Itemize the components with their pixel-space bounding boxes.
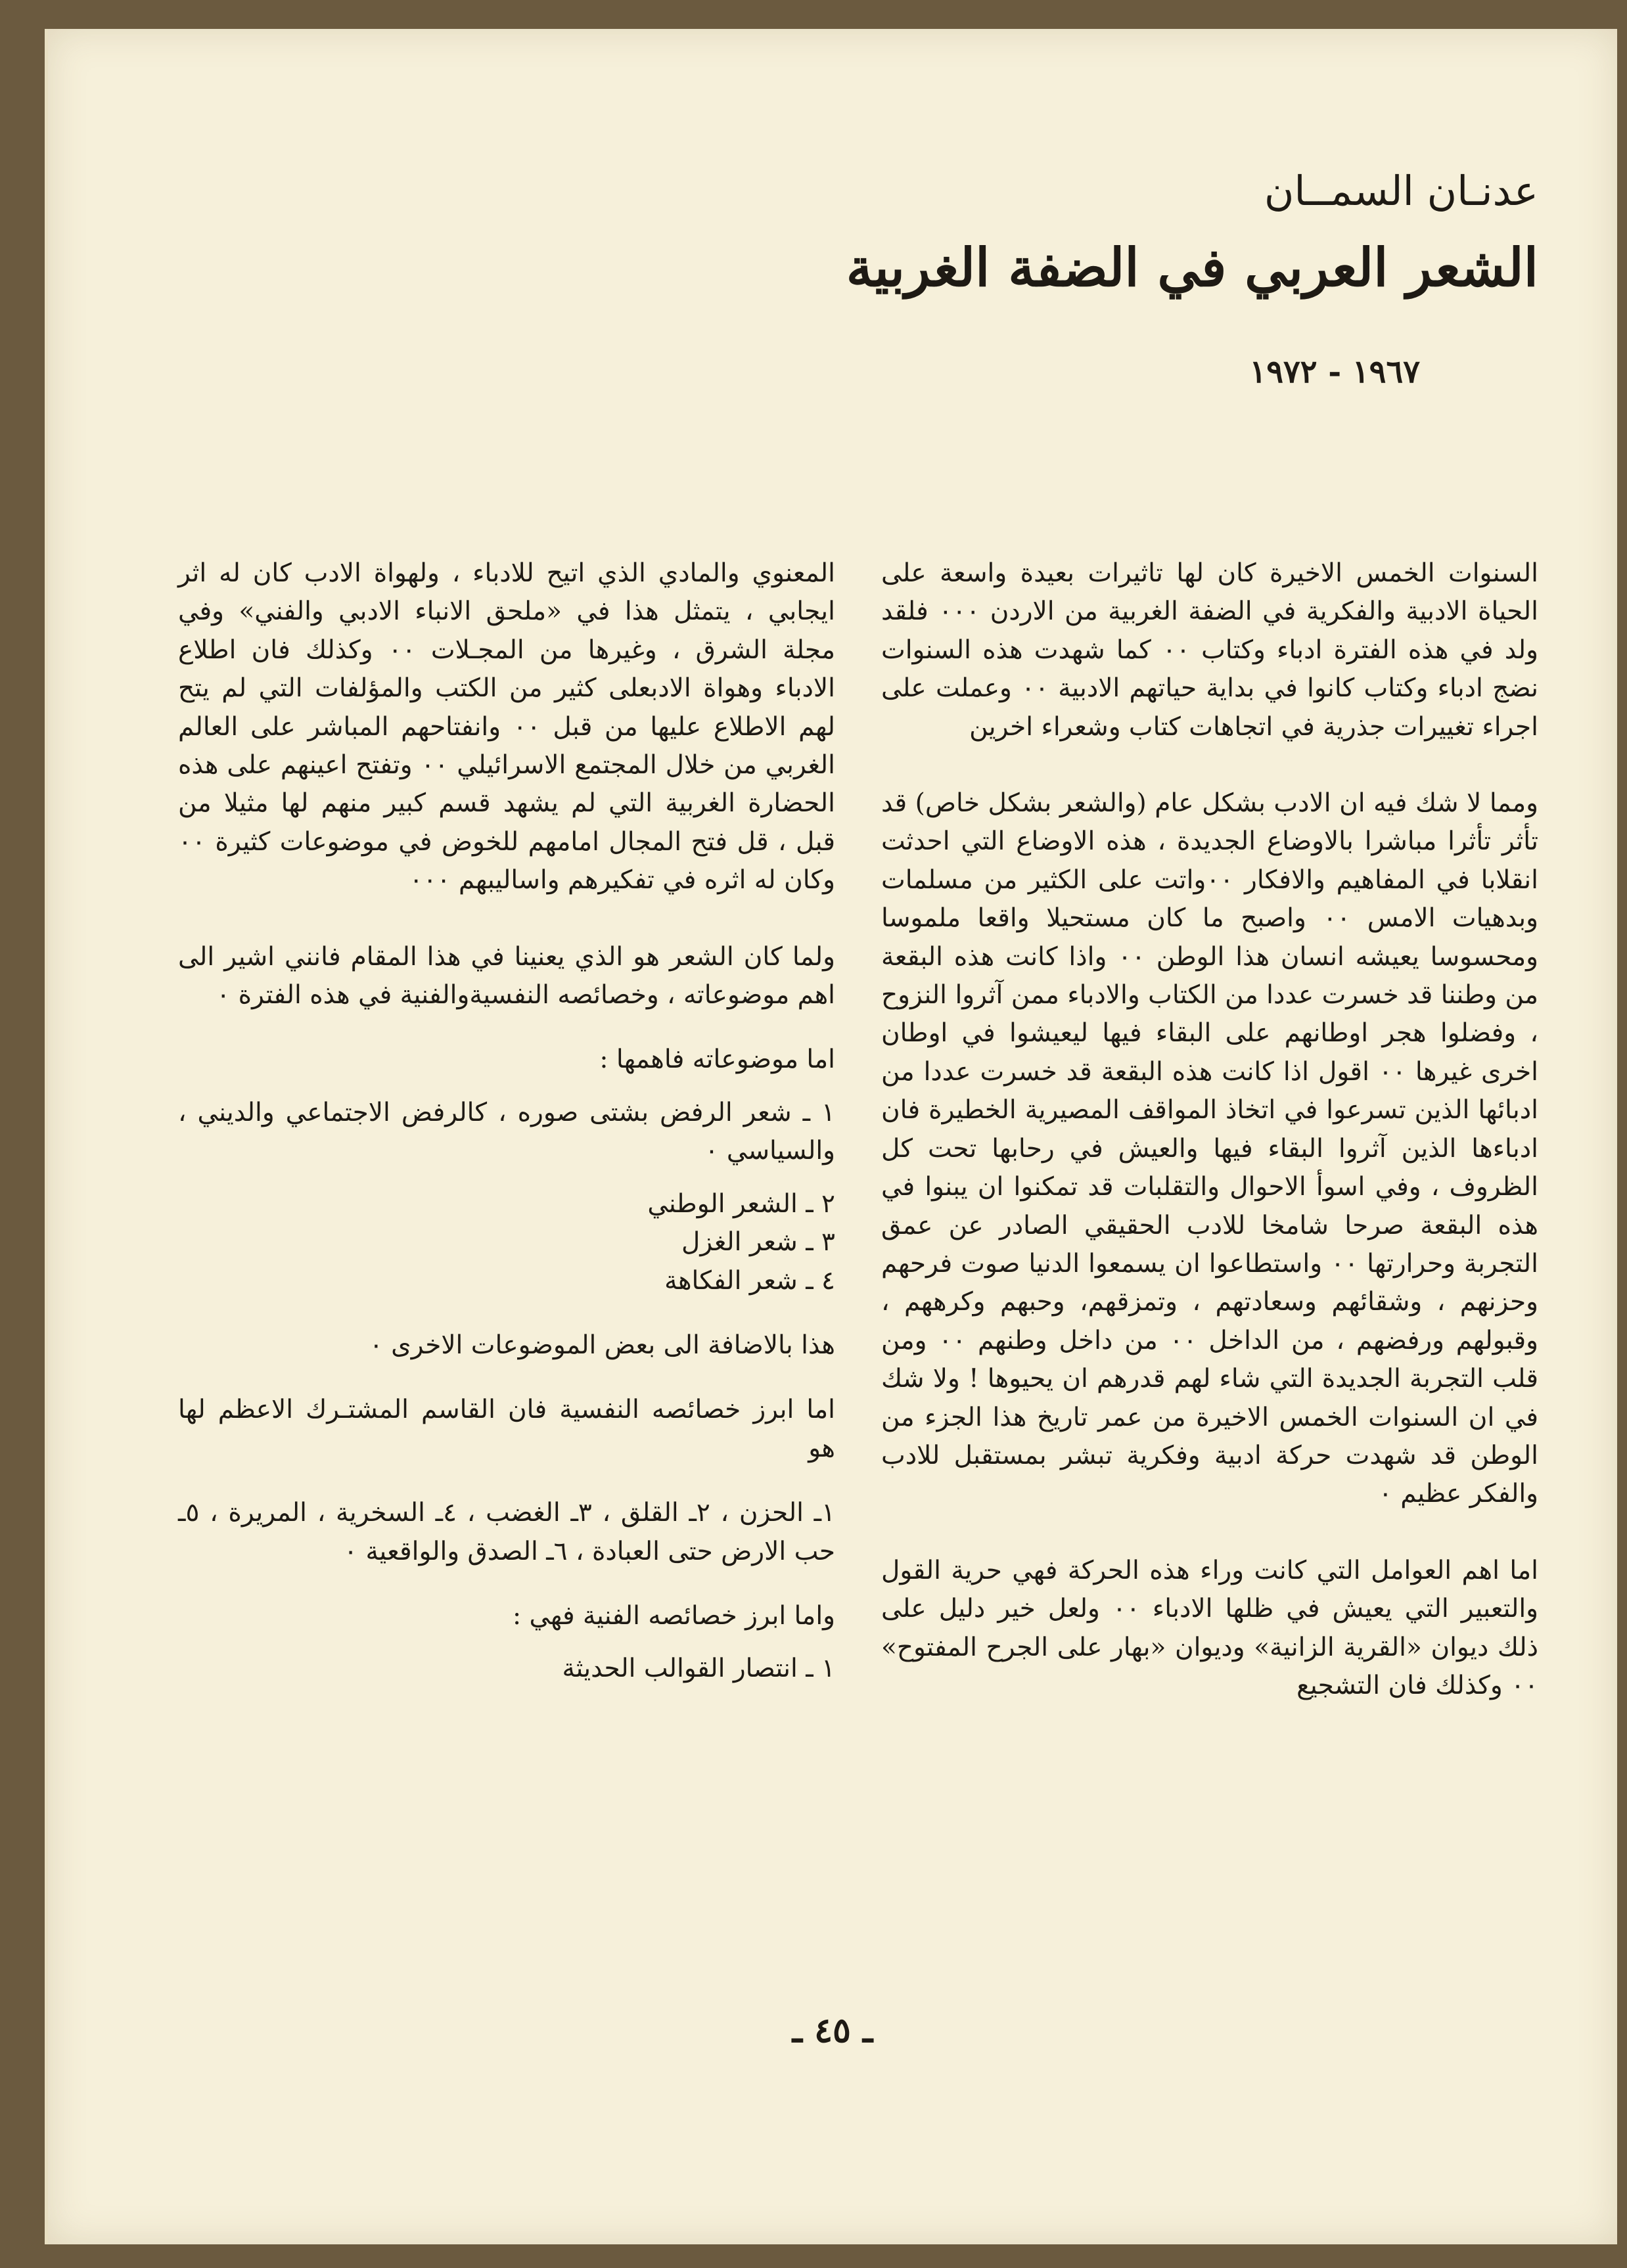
- left-column: [178, 555, 835, 1689]
- paragraph: اما ابرز خصائصه النفسية فان القاسم المشتـرك الاعظم لها هو: [178, 1395, 835, 1463]
- author-name: عدنـان السمــان: [1264, 167, 1538, 215]
- page-number: ـ ٤٥ ـ: [792, 2010, 873, 2051]
- paragraph: ولما كان الشعر هو الذي يعنينا في هذا المقام فانني اشير الى اهم موضوعاته ، وخصائصه النفسيةوالفنية في هذه الفترة ٠: [178, 941, 835, 1010]
- list-item: ٤ ـ شعر الفكاهة: [664, 1265, 835, 1296]
- page: [45, 29, 1617, 2244]
- paragraph: اما اهم العوامل التي كانت وراء هذه الحركة فهي حرية القول والتعبير التي يعيش في ظلها الادباء ٠٠ ولعل خير دليل على ذلك ديوان «القرية الزانية» وديوان «بهار على الجرح المفتوح» ٠٠ وكذلك فان التشجيع: [881, 1555, 1538, 1700]
- paragraph: ومما لا شك فيه ان الادب بشكل عام (والشعر بشكل خاص) قد تأثر تأثرا مباشرا بالاوضاع الجديدة ، هذه الاوضاع التي احدثت انقلابا في المفاهيم والافكار ٠٠واتت على الكثير من مسلمات وبدهيات الامس ٠٠ واصبح ما كان مستحيلا واقعا ملموسا ومحسوسا يعيشه انسان هذا الوطن ٠٠ واذا كانت هذه البقعة من وطننا قد خسرت عددا من الكتاب والادباء ممن آثروا النزوح ، وفضلوا هجر اوطانهم على البقاء فيها ليعيشوا في اوطان اخرى غيرها ٠٠ اقول اذا كانت هذه البقعة قد خسرت عددا من ادبائها الذين تسرعوا في اتخاذ المواقف المصيرية الخطيرة فان ادباءها الذين آثروا البقاء فيها والعيش في رحابها تحت كل الظروف ، وفي اسوأ الاحوال والتقلبات قد تمكنوا ان يبنوا في هذه البقعة صرحا شامخا للادب الحقيقي الصادر عن عمق التجربة وحرارتها ٠٠ واستطاعوا ان يسمعوا الدنيا صوت فرحهم وحزنهم ، وشقائهم وسعادتهم ، وتمزقهم، وحبهم وكرههم ، وقبولهم ورفضهم ، من الداخل ٠٠ من داخل وطنهم ٠٠ ومن قلب التجربة الجديدة التي شاء لهم قدرهم ان يحيوها ! ولا شك في ان السنوات الخمس الاخيرة من عمر تاريخ هذا الجزء من الوطن قد شهدت حركة ادبية وفكرية تبشر بمستقبل للادب والفكر عظيم ٠: [881, 788, 1539, 1509]
- right-column: [881, 555, 1538, 1705]
- list-item: ١ ـ شعر الرفض بشتى صوره ، كالرفض الاجتماعي والديني ، والسياسي ٠: [178, 1097, 835, 1166]
- paragraph: السنوات الخمس الاخيرة كان لها تاثيرات بعيدة واسعة على الحياة الادبية والفكرية في الضفة الغربية من الاردن ٠٠٠ فلقد ولد في هذه الفترة ادباء وكتاب ٠٠ كما شهدت هذه السنوات نضج ادباء وكتاب كانوا في بداية حياتهم الادبية ٠٠ وعملت على اجراء تغييرات جذرية في اتجاهات كتاب وشعراء اخرين: [881, 558, 1539, 742]
- list-item: ٢ ـ الشعر الوطني: [647, 1189, 835, 1219]
- list-item: ١ ـ انتصار القوالب الحديثة: [562, 1654, 835, 1684]
- list-item: ١ـ الحزن ، ٢ـ القلق ، ٣ـ الغضب ، ٤ـ السخرية ، المريرة ، ٥ـ حب الارض حتى العبادة ، ٦ـ الصدق والواقعية ٠: [178, 1498, 836, 1566]
- paragraph: واما ابرز خصائصه الفنية فهي :: [512, 1600, 835, 1631]
- article-title: الشعر العربي في الضفة الغربية: [846, 237, 1538, 298]
- list-item: ٣ ـ شعر الغزل: [681, 1227, 835, 1258]
- paragraph: هذا بالاضافة الى بعض الموضوعات الاخرى ٠: [369, 1330, 835, 1360]
- topics-intro: اما موضوعاته فاهمها :: [599, 1045, 835, 1075]
- article-years: ١٩٦٧ - ١٩٧٢: [1249, 353, 1420, 390]
- paragraph: المعنوي والمادي الذي اتيح للادباء ، ولهواة الادب كان له اثر ايجابي ، يتمثل هذا في «ملحق الانباء الادبي والفني» وفي مجلة الشرق ، وغيرها من المجـلات ٠٠ وكذلك فان اطلاع الادباء وهواة الادبعلى كثير من الكتب والمؤلفات التي لم يتح لهم الاطلاع عليها من قبل ٠٠ وانفتاحهم المباشر على العالم الغربي من خلال المجتمع الاسرائيلي ٠٠ وتفتح اعينهم على هذه الحضارة الغربية التي لم يشهد قسم كبير منهم لها مثيلا من قبل ، قل فتح المجال امامهم للخوض في موضوعات كثيرة ٠٠ وكان له اثره في تفكيرهم واساليبهم ٠٠٠: [178, 558, 835, 896]
